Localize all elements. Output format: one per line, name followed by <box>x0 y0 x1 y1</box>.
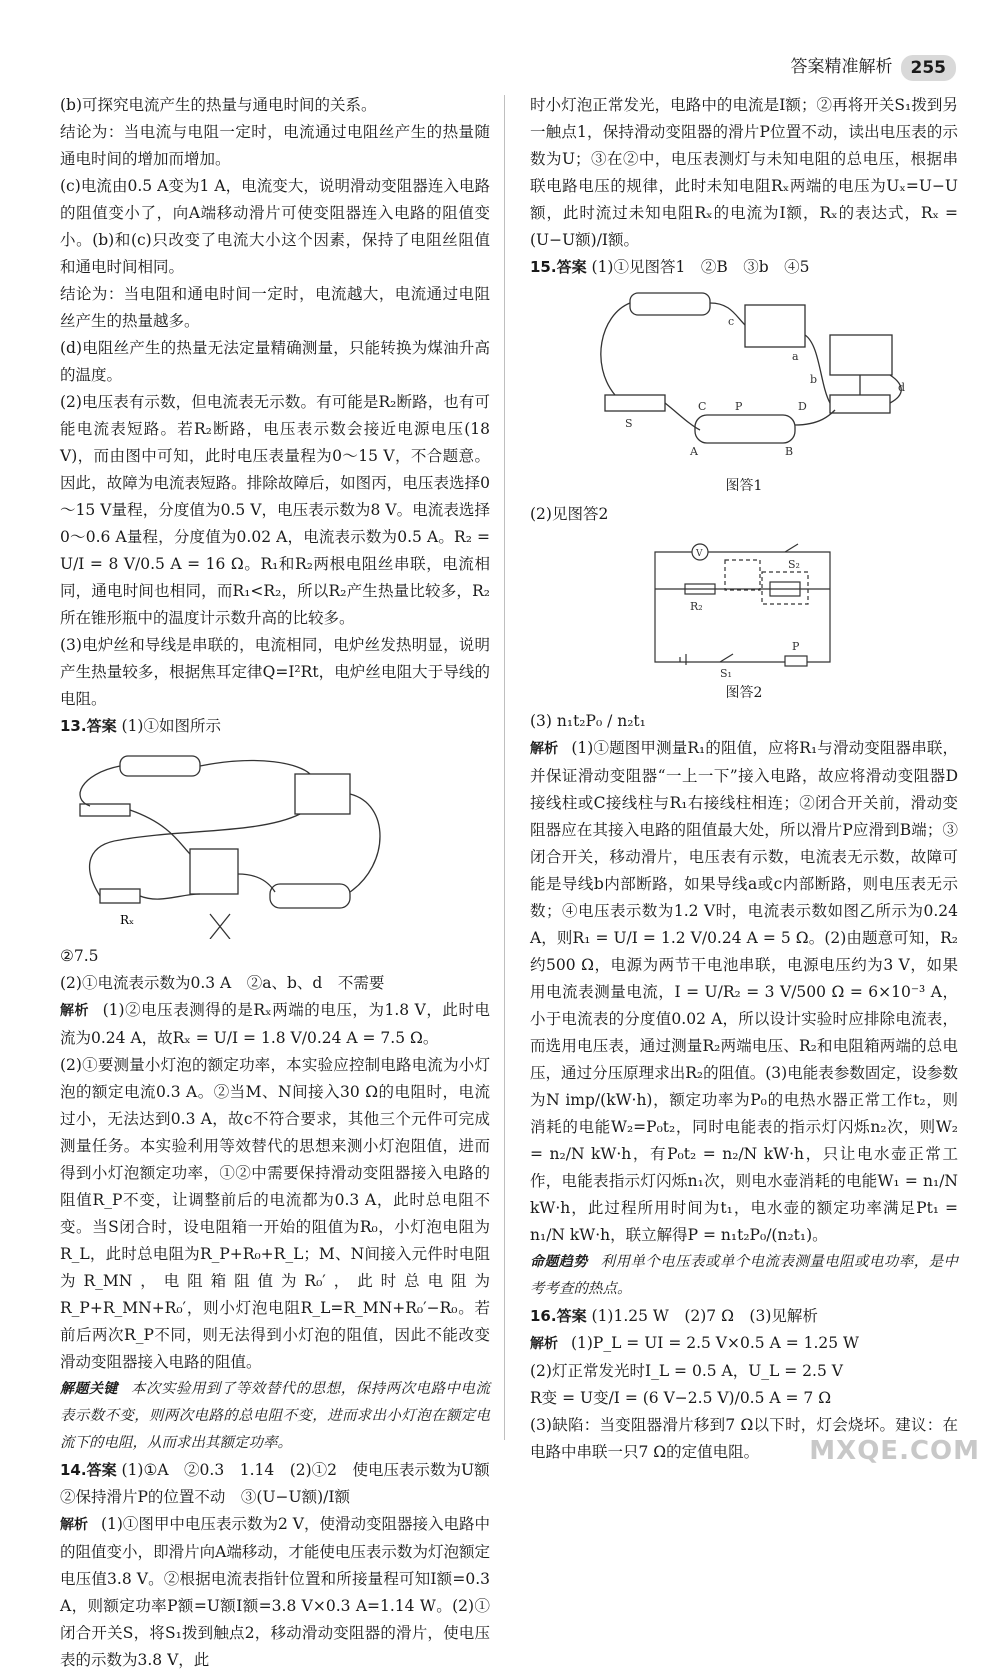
fig2-label: P <box>792 640 800 653</box>
answer-label: 13.答案 <box>60 717 117 735</box>
fig2-label: S₂ <box>788 558 800 571</box>
page-header <box>791 54 957 81</box>
circuit-figure-2 <box>530 532 958 704</box>
paragraph: ②7.5 <box>60 947 99 965</box>
trend-label: 命题趋势 <box>530 1254 588 1270</box>
paragraph: 时小灯泡正常发光，电路中的电流是I额；②再将开关S₁拨到另一触点1，保持滑动变阻器的滑片P位置不动，读出电压表的示数为U；③在②中，电压表测灯与未知电阻的总电压，根据串联电路电压的规律，此时未知电阻Rₓ两端的电压为Uₓ=U−U额，此时流过未知电阻Rₓ的电流为I额，Rₓ的表达式，Rₓ = (U−U额)/I额。 <box>530 96 958 249</box>
resistor <box>100 889 140 903</box>
fig2-label: S₁ <box>720 667 732 680</box>
key-text: 本次实验用到了等效替代的思想，保持两次电路中电流表示数不变，则两次电路的总电阻不变，进而求出小灯泡在额定电流下的电阻，从而求出其额定功率。 <box>60 1381 491 1451</box>
paragraph: ②保持滑片P的位置不动 ③(U−U额)/I额 <box>60 1488 350 1506</box>
fig2-label: R₂ <box>690 600 703 613</box>
analysis-14 <box>60 1511 490 1674</box>
ammeter <box>745 305 805 347</box>
circuit-figure-1 <box>530 285 958 497</box>
paragraph: (3) n₁t₂P₀ / n₂t₁ <box>530 712 646 730</box>
analysis-text: (1)①图甲中电压表示数为2 V，使滑动变阻器接入电路中的阻值变小，即滑片向A端移动，才能使电压表示数为灯泡额定电压值3.8 V。②根据电流表指针位置和所接量程可知I额=0.3 A，则额定功率P额=U额I额=3.8 V×0.3 A=1.14 W。(2)①闭合开关S，将S₁拨到触点2，移动滑动变阻器的滑片，使电压表的示数为3.8 V，此 <box>60 1515 490 1669</box>
paragraph: (2)灯正常发光时I_L = 0.5 A，U_L = 2.5 V <box>530 1362 843 1380</box>
analysis-label: 解析 <box>530 741 559 757</box>
paragraph: (2)①要测量小灯泡的额定功率，本实验应控制电路电流为小灯泡的额定电流0.3 A。②当M、N间接入30 Ω的电阻时，电流过小，无法达到0.3 A，故c不符合要求，其他三个元件可完成测量任务。本实验利用等效替代的思想来测小灯泡阻值，进而得到小灯泡额定功率，①②中需要保持滑动变阻器接入电路的阻值R_P不变，让调整前后的电流都为0.3 A，此时总电阻不变。当S闭合时，设电阻箱一开始的阻值为R₀，小灯泡电阻为R_L，此时总电阻为R_P+R₀+R_L；M、N间接入元件时电阻为R_MN，电阻箱阻值为R₀′，此时总电阻为R_P+R_MN+R₀′，则小灯泡电阻R_L=R_MN+R₀′−R₀。若前后两次R_P不同，则无法得到小灯泡的阻值，因此不能改变滑动变阻器接入电路的阻值。 <box>60 1056 490 1371</box>
paragraph: (2)见图答2 <box>530 505 609 523</box>
trend-text: 利用单个电压表或单个电流表测量电阻或电功率，是中考考查的热点。 <box>530 1254 959 1297</box>
figure-caption: 图答1 <box>725 478 763 494</box>
answer-label: 14.答案 <box>60 1461 117 1479</box>
fig2-label: V <box>696 549 703 559</box>
analysis-text: (1)P_L = UI = 2.5 V×0.5 A = 1.25 W <box>570 1334 859 1352</box>
fig1-label: c <box>728 315 735 328</box>
header-title: 答案精准解析 <box>790 57 893 77</box>
fig1-label: P <box>735 400 743 413</box>
fig1-label: B <box>785 445 794 458</box>
battery <box>120 756 200 776</box>
circuit-diagram <box>60 744 440 939</box>
fig1-label: a <box>792 350 799 363</box>
left-column <box>60 92 490 1674</box>
voltmeter <box>295 774 350 814</box>
fig1-label: S <box>625 417 633 430</box>
dashed-box <box>725 560 760 590</box>
rheostat <box>785 656 807 666</box>
circuit-figure-13 <box>60 744 490 939</box>
answer-15 <box>530 254 958 281</box>
column-divider <box>504 95 505 1440</box>
paragraph: (b)可探究电流产生的热量与通电时间的关系。 <box>60 96 377 114</box>
fig1-label: D <box>798 400 807 413</box>
fig1-label: d <box>898 381 906 394</box>
resistor-r1 <box>830 395 890 413</box>
analysis-label: 解析 <box>60 1003 90 1019</box>
paragraph: (2)①电流表示数为0.3 A ②a、b、d 不需要 <box>60 974 385 992</box>
answer-text: (1)1.25 W (2)7 Ω (3)见解析 <box>591 1307 818 1325</box>
rheostat <box>695 415 795 443</box>
paragraph: (c)电流由0.5 A变为1 A，电流变大，说明滑动变阻器连入电路的阻值变小了，向A端移动滑片可使变阻器连入电路的阻值变小。(b)和(c)只改变了电流大小这个因素，保持了电阻丝阻值和通电时间相同。 <box>60 177 490 276</box>
watermark: MXQE.COM <box>809 1436 980 1466</box>
paragraph: 结论为：当电阻和通电时间一定时，电流越大，电流通过电阻丝产生的热量越多。 <box>60 285 490 330</box>
answer-label: 15.答案 <box>530 258 587 276</box>
key-label: 解题关键 <box>60 1381 118 1397</box>
answer-text: (1)①A ②0.3 1.14 (2)①2 使电压表示数为U额 <box>121 1461 490 1479</box>
analysis-15 <box>530 735 958 1249</box>
rheostat <box>270 884 350 908</box>
fig1-label: A <box>690 445 698 458</box>
circuit-diagram-1 <box>530 285 958 475</box>
battery <box>630 293 710 315</box>
switch <box>80 804 130 816</box>
analysis-label: 解析 <box>530 1336 558 1352</box>
analysis-16 <box>530 1330 958 1358</box>
rx-label: Rₓ <box>120 913 135 927</box>
right-column <box>530 92 958 1466</box>
trend-note <box>530 1249 958 1303</box>
answer-13 <box>60 713 490 740</box>
circuit-diagram-2 <box>530 532 958 682</box>
ammeter <box>190 849 238 894</box>
answer-text: (1)①如图所示 <box>121 717 221 735</box>
paragraph: (3)缺陷：当变阻器滑片移到7 Ω以下时，灯会烧坏。建议：在电路中串联一只7 Ω的定值电阻。 <box>530 1416 958 1461</box>
analysis-text: (1)①题图甲测量R₁的阻值，应将R₁与滑动变阻器串联，并保证滑动变阻器“一上一下”接入电路，故应将滑动变阻器D接线柱或C接线柱与R₁右接线柱相连；②闭合开关前，滑动变阻器应在其接入电路的阻值最大处，所以滑片P应滑到B端；③闭合开关，移动滑片，电压表有示数，电流表无示数，故障可能是导线b内部断路，如果导线a或c内部断路，则电压表无示数；④电压表示数为1.2 V时，电流表示数如图乙所示为0.24 A，则R₁ = U/I = 1.2 V/0.24 A = 5 Ω。(2)由题意可知，R₂约500 Ω，电源为两节干电池串联，电源电压约为3 V，如果用电流表测量电流，I = U/R₂ = 3 V/500 Ω = 6×10⁻³ A，小于电流表的分度值0.02 A，所以设计实验时应排除电流表，而选用电压表，通过测量R₂两端电压、R₂和电阻箱两端的总电压，通过分压原理求出R₂的阻值。(3)电能表参数固定，设参数为N imp/(kW·h)，额定功率为P₀的电热水器正常工作t₂，则消耗的电能W₂=P₀t₂，同时电能表的指示灯闪烁n₂次，则W₂ = n₂/N kW·h，有P₀t₂ = n₂/N kW·h，只让电水壶正常工作，电能表指示灯闪烁n₁次，则电水壶消耗的电能W₁ = n₁/N kW·h，此过程所用时间为t₁，电水壶的额定功率满足Pt₁ = n₁/N kW·h，联立解得P = n₁t₂P₀/(n₂t₁)。 <box>530 739 958 1244</box>
analysis-13 <box>60 997 490 1052</box>
page-number: 255 <box>901 55 957 81</box>
fig1-label: b <box>810 373 818 386</box>
paragraph: (d)电阻丝产生的热量无法定量精确测量，只能转换为煤油升高的温度。 <box>60 339 490 384</box>
answer-label: 16.答案 <box>530 1307 587 1325</box>
key-note <box>60 1376 490 1457</box>
fig1-label: C <box>698 400 707 413</box>
analysis-label: 解析 <box>60 1517 89 1533</box>
paragraph: R变 = U变/I = (6 V−2.5 V)/0.5 A = 7 Ω <box>530 1389 832 1407</box>
answer-16 <box>530 1303 958 1330</box>
switch <box>605 395 665 411</box>
paragraph: (2)电压表有示数，但电流表无示数。有可能是R₂断路，也有可能电流表短路。若R₂断路，电压表示数会接近电源电压(18 V)，而由图中可知，此时电压表量程为0～15 V，不合题意。因此，故障为电流表短路。排除故障后，如图丙，电压表选择0～15 V量程，分度值为0.5 V，电压表示数为8 V。电流表选择0～0.6 A量程，分度值为0.02 A，电流表示数为0.5 A。R₂ = U/I = 8 V/0.5 A = 16 Ω。R₁和R₂两根电阻丝串联，电流相同，通电时间也相同，而R₁<R₂，所以R₂产生热量比较多，R₂所在锥形瓶中的温度计示数升高的比较多。 <box>60 393 490 627</box>
figure-caption: 图答2 <box>725 685 763 701</box>
paragraph: (3)电炉丝和导线是串联的，电流相同，电炉丝发热明显，说明产生热量较多，根据焦耳定律Q=I²Rt，电炉丝电阻大于导线的电阻。 <box>60 636 490 708</box>
analysis-text: (1)②电压表测得的是Rₓ两端的电压，为1.8 V，此时电流为0.24 A，故Rₓ = U/I = 1.8 V/0.24 A = 7.5 Ω。 <box>60 1001 491 1047</box>
voltmeter <box>830 335 892 375</box>
answer-text: (1)①见图答1 ②B ③b ④5 <box>591 258 810 276</box>
paragraph: 结论为：当电流与电阻一定时，电流通过电阻丝产生的热量随通电时间的增加而增加。 <box>60 123 490 168</box>
